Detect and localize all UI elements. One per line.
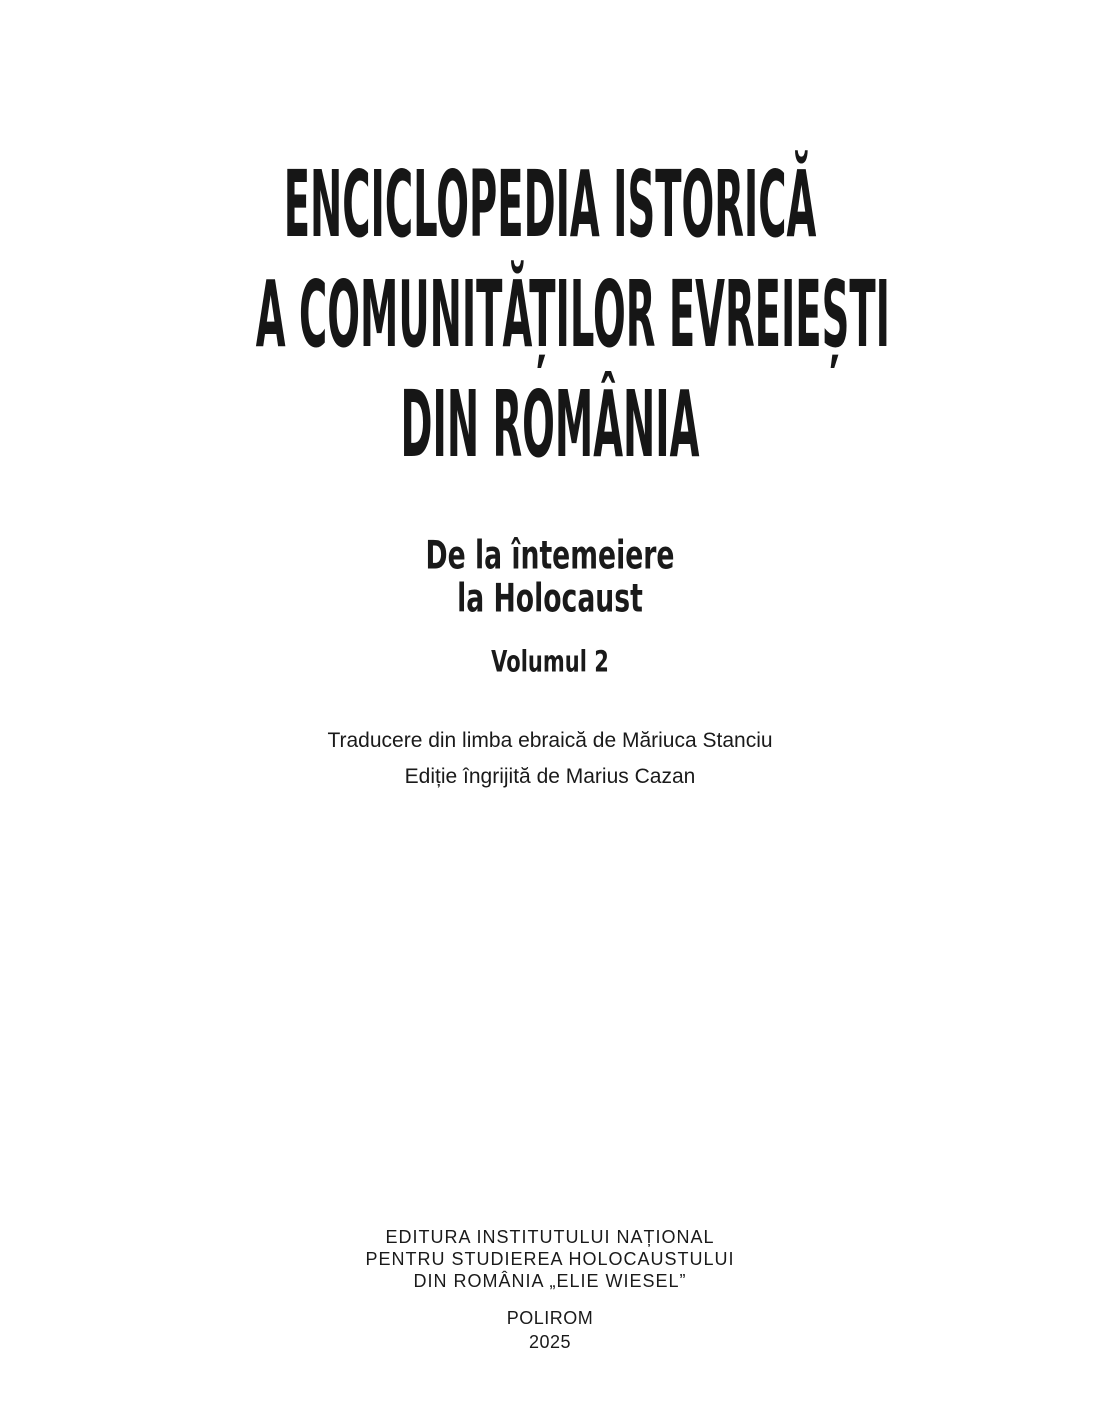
editor-credit: Ediție îngrijită de Marius Cazan xyxy=(404,765,696,788)
publisher-line-3: DIN ROMÂNIA „ELIE WIESEL” xyxy=(413,1271,687,1291)
translator-credit: Traducere din limba ebraică de Măriuca Stanciu xyxy=(327,729,773,752)
book-title-line-1: ENCICLOPEDIA ISTORICĂ xyxy=(283,150,817,258)
copublisher: POLIROM xyxy=(506,1308,594,1328)
volume-number: Volumul 2 xyxy=(491,644,609,679)
publisher-line-2: PENTRU STUDIEREA HOLOCAUSTULUI xyxy=(365,1249,735,1269)
book-subtitle-line-1: De la întemeiere xyxy=(425,532,675,579)
book-title-line-2: A COMUNITĂȚILOR EVREIEȘTI xyxy=(255,260,890,368)
publication-year: 2025 xyxy=(528,1332,572,1352)
book-subtitle-line-2: la Holocaust xyxy=(457,575,643,622)
publisher-line-1: EDITURA INSTITUTULUI NAȚIONAL xyxy=(385,1227,715,1247)
book-title-line-3: DIN ROMÂNIA xyxy=(400,370,700,478)
